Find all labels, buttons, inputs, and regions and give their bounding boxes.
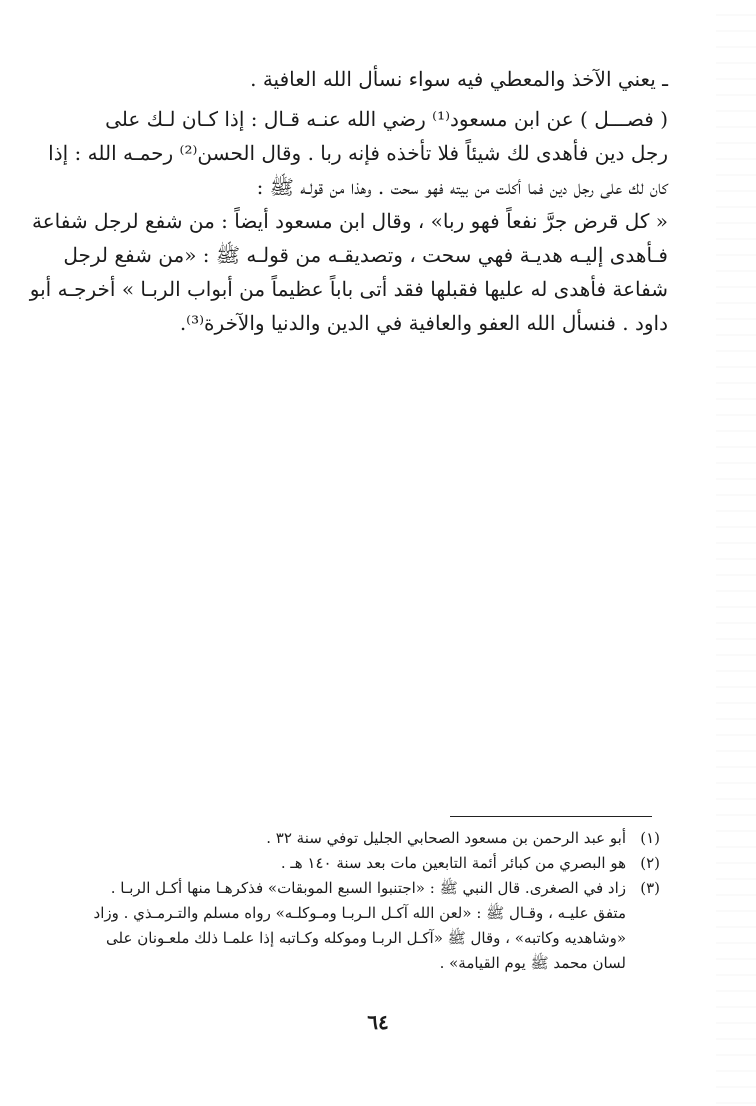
scan-edge-texture [716, 0, 756, 1106]
footnote-number: (١) [640, 829, 660, 847]
text-line-3: رجل دين فأهدى لك شيئاً فلا تأخذه فإنه ربا . وقال الحسن⁽²⁾ رحمـه الله : إذا [48, 141, 668, 165]
footnote-line: «وشاهديه وكاتبه» ، وقال ﷺ «آكـل الربـا وموكله وكـاتبه إذا علمـا ذلك ملعـونان على [106, 929, 626, 947]
page-number: ٦٤ [367, 1010, 389, 1034]
footnote-body [90, 876, 626, 976]
footnote-divider [450, 816, 652, 817]
footnote-2 [90, 851, 660, 876]
footnote-body [90, 851, 626, 876]
footnote-line: أبو عبد الرحمن بن مسعود الصحابي الجليل توفي سنة ٣٢ . [266, 829, 626, 847]
footnote-line: متفق عليـه ، وقـال ﷺ : «لعن الله آكـل الـربـا ومـوكلـه» رواه مسلم والتـرمـذي . وزاد [93, 904, 626, 922]
footnote-body [90, 826, 626, 851]
footnote-1 [90, 826, 660, 851]
text-line-5: « كل قرض جرَّ نفعاً فهو ربا» ، وقال ابن مسعود أيضاً : من شفع لرجل شفاعة [32, 209, 668, 233]
footnotes-section [90, 826, 660, 976]
text-line-2: ( فصـــل ) عن ابن مسعود⁽¹⁾ رضي الله عنـه قـال : إذا كـان لـك على [105, 107, 668, 131]
footnote-line: لسان محمد ﷺ يوم القيامة» . [439, 954, 626, 972]
text-line-7: شفاعة فأهدى له عليها فقبلها فقد أتى باباً عظيماً من أبواب الربـا » أخرجـه أبو [29, 277, 668, 301]
text-line-4: كان لك على رجل دين فما أكلت من بيته فهو سحت . وهذا من قولـه ﷺ : [256, 175, 668, 199]
footnote-3 [90, 876, 660, 976]
footnote-number: (٢) [640, 854, 660, 872]
footnote-line: هو البصري من كبائر أئمة التابعين مات بعد سنة ١٤٠ هـ . [280, 854, 626, 872]
text-line-8: داود . فنسأل الله العفو والعافية في الدين والدنيا والآخرة⁽³⁾. [179, 311, 668, 335]
text-line-6: فـأهدى إليـه هديـة فهي سحت ، وتصديقـه من قولـه ﷺ : «من شفع لرجل [63, 243, 668, 267]
text-line-1: ـ يعني الآخذ والمعطي فيه سواء نسأل الله العافية . [250, 67, 668, 91]
footnote-number: (٣) [640, 879, 660, 897]
footnote-line: زاد في الصغرى. قال النبي ﷺ : «اجتنبوا السبع الموبقات» فذكرهـا منها أكـل الربـا . [110, 879, 626, 897]
main-text-block [29, 62, 668, 340]
